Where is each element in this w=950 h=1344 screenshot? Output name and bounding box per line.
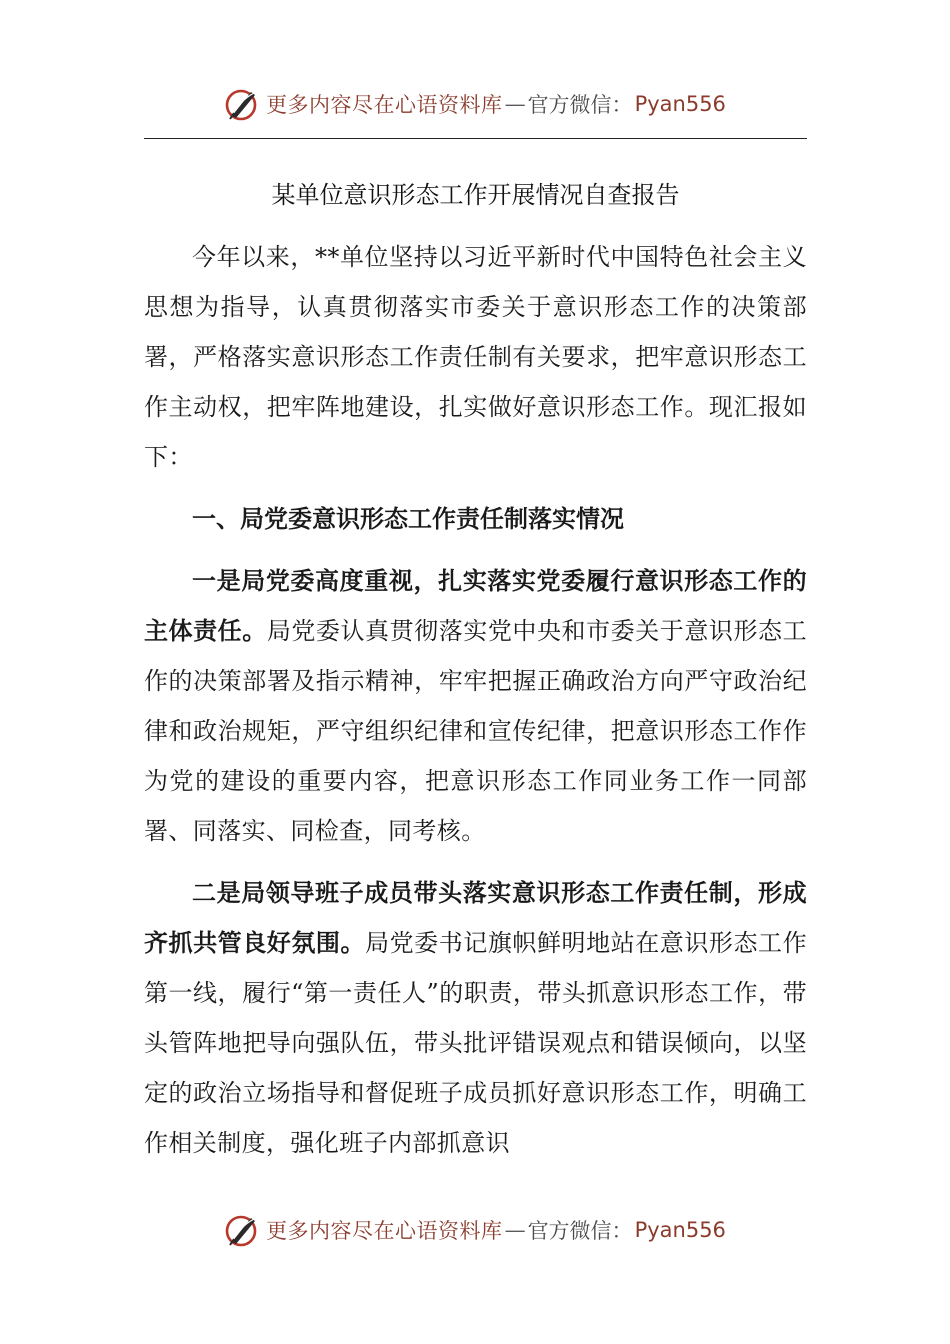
footer-banner [0, 1210, 950, 1250]
section-heading: 一、局党委意识形态工作责任制落实情况 [192, 505, 624, 533]
item-paragraph-1 [144, 556, 807, 856]
item-paragraph-2 [144, 868, 807, 1168]
item-lead-2: 二是局领导班子成员带头落实意识形态工作责任制，形成齐抓共管良好氛围。 [144, 879, 807, 957]
header-banner [0, 84, 950, 124]
item-lead-1: 一是局党委高度重视，扎实落实党委履行意识形态工作的主体责任。 [144, 567, 807, 645]
footer-wechat-label: 官方微信： [527, 1219, 633, 1243]
header-dash: — [504, 92, 526, 116]
footer-ad-text: 更多内容尽在心语资料库 [266, 1219, 503, 1243]
header-divider [144, 138, 807, 139]
intro-paragraph: 今年以来，**单位坚持以习近平新时代中国特色社会主义思想为指导，认真贯彻落实市委关于意识形态工作的决策部署，严格落实意识形态工作责任制有关要求，把牢意识形态工作主动权，把牢阵地建设，扎实做好意识形态工作。现汇报如下： [144, 243, 807, 471]
item-body-1: 局党委认真贯彻落实党中央和市委关于意识形态工作的决策部署及指示精神，牢牢把握正确政治方向严守政治纪律和政治规矩，严守组织纪律和宣传纪律，把意识形态工作作为党的建设的重要内容，把意识形态工作同业务工作一同部署、同落实、同检查，同考核。 [144, 617, 807, 845]
item-body-2: 局党委书记旗帜鲜明地站在意识形态工作第一线，履行“第一责任人”的职责，带头抓意识形态工作，带头管阵地把导向强队伍，带头批评错误观点和错误倾向，以坚定的政治立场指导和督促班子成员抓好意识形态工作，明确工作相关制度，强化班子内部抓意识 [144, 929, 807, 1157]
document-body [144, 170, 807, 1168]
header-wechat-id: Pyan556 [634, 92, 726, 116]
quill-logo-icon [224, 1212, 260, 1248]
quill-logo-icon [224, 86, 260, 122]
header-ad-text: 更多内容尽在心语资料库 [266, 93, 503, 117]
header-wechat-label: 官方微信： [527, 93, 633, 117]
footer-wechat-id: Pyan556 [634, 1218, 726, 1242]
document-title: 某单位意识形态工作开展情况自查报告 [271, 181, 680, 209]
footer-dash: — [504, 1218, 526, 1242]
